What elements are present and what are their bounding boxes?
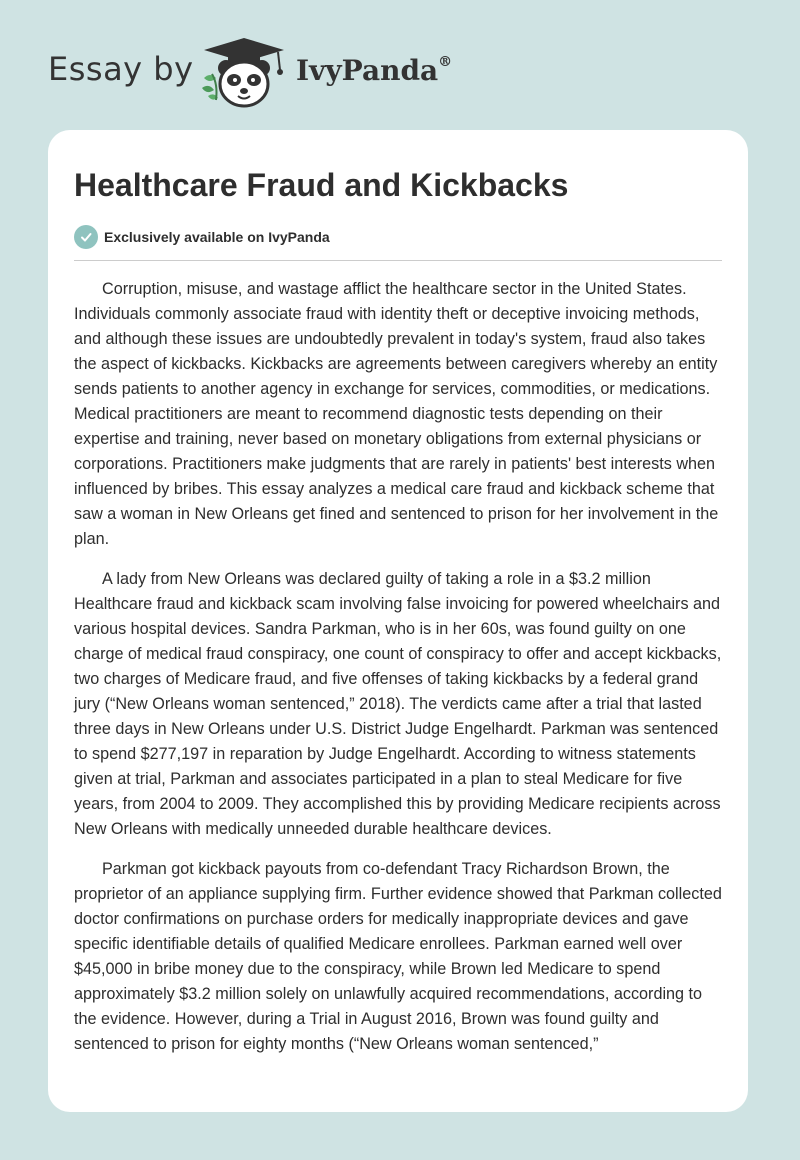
ivypanda-brand-name[interactable] (296, 54, 452, 87)
registered-mark: ® (438, 53, 453, 70)
site-header (0, 0, 800, 120)
check-icon (74, 225, 98, 249)
essay-body (74, 277, 722, 1057)
exclusive-label: Exclusively available on IvyPanda (104, 229, 330, 245)
paragraph: Corruption, misuse, and wastage afflict the healthcare sector in the United States. Individuals commonly associate fraud with identity theft or deceptive invoicing methods, and although these issues are undoubtedly prevalent in today's system, fraud also takes the aspect of kickbacks. Kickbacks are agreements between caregivers whereby an entity sends patients to another agency in exchange for services, commodities, or medications. Medical practitioners are meant to recommend diagnostic tests depending on their expertise and training, never based on monetary obligations from external physicians or corporations. Practitioners make judgments that are rarely in patients' best interests when influenced by bribes. This essay analyzes a medical care fraud and kickback scheme that saw a woman in New Orleans get fined and sentenced to prison for her involvement in the plan. (74, 280, 719, 548)
paragraph: A lady from New Orleans was declared guilty of taking a role in a $3.2 million Healthcare fraud and kickback scam involving false invoicing for powered wheelchairs and various hospital devices. Sandra Parkman, who is in her 60s, was found guilty on one charge of medical fraud conspiracy, one count of conspiracy to offer and accept kickbacks, two charges of Medicare fraud, and five offenses of taking kickbacks by a federal grand jury (“New Orleans woman sentenced,” 2018). The verdicts came after a trial that lasted three days in New Orleans under U.S. District Judge Engelhardt. Parkman was sentenced to spend $277,197 in reparation by Judge Engelhardt. According to witness statements given at trial, Parkman and associates participated in a plan to steal Medicare for five years, from 2004 to 2009. They accomplished this by providing Medicare recipients across New Orleans with medically unneeded durable healthcare devices. (74, 570, 722, 838)
essay-by-label: Essay by (48, 50, 194, 88)
exclusive-badge (74, 222, 722, 252)
paragraph: Parkman got kickback payouts from co-defendant Tracy Richardson Brown, the proprietor of an appliance supplying firm. Further evidence showed that Parkman collected doctor confirmations on purchase orders for medically inappropriate devices and gave specific identifiable details of qualified Medicare enrollees. Parkman earned well over $45,000 in bribe money due to the conspiracy, while Brown led Medicare to spend approximately $3.2 million solely on unlawfully acquired recommendations, according to the evidence. However, during a Trial in August 2016, Brown was found guilty and sentenced to prison for eighty months (“New Orleans woman sentenced,” (74, 860, 722, 1053)
essay-title: Healthcare Fraud and Kickbacks (74, 167, 569, 203)
essay-card (48, 130, 748, 1112)
brand-name-text: IvyPanda (296, 54, 439, 87)
panda-logo-icon[interactable] (198, 34, 290, 110)
divider (74, 260, 722, 261)
